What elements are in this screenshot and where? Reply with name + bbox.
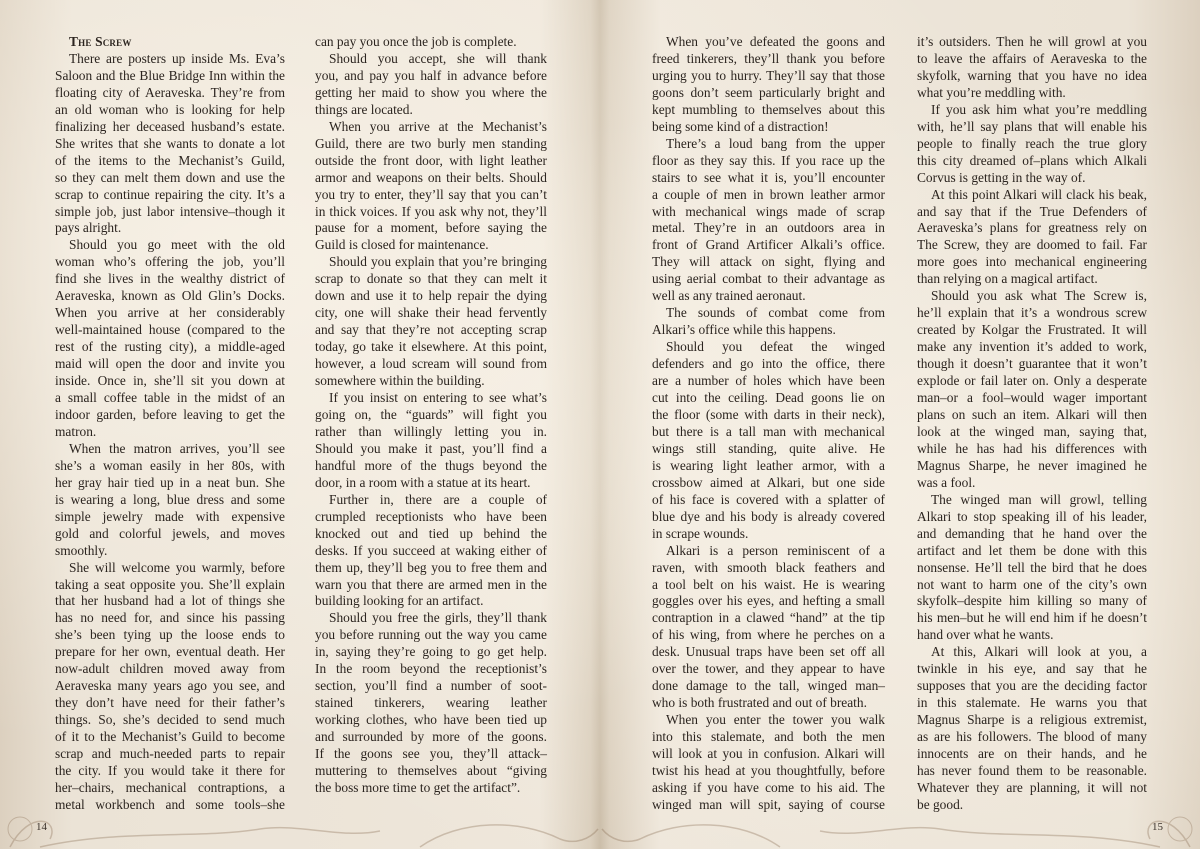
text-line: in scrape wounds. [652,525,749,541]
text-line: inside. Once in, she’ll sit you down at [55,373,285,389]
text-line: There are posters up inside Ms. Eva’s [69,50,285,66]
text-line: When you enter the tower you walk [666,712,885,728]
paragraph [652,339,885,542]
text-line: scrap to continue repairing the city. It’s a [55,186,285,202]
paragraph [917,288,1147,491]
paragraph [55,51,285,237]
text-line: scrap and much-needed parts to repair [55,746,285,762]
text-line: things. So, she’s decided to send much [55,712,285,728]
text-line: working clothes, who have been tied up [315,712,547,728]
text-line: make any invention it’s added to work, [917,339,1147,355]
paragraph [917,102,1147,187]
text-line: taking a seat opposite you. She’ll explain [55,576,285,592]
text-line: so they can melt them down and use the [55,169,285,185]
text-line: today, go take it elsewhere. At this point, [315,339,547,355]
text-line: in, saying they’re going to go get help. [315,644,547,660]
text-line: simple jewelry made with expensive [55,508,285,524]
text-line: finalizing her deceased husband’s estate. [55,118,285,134]
text-line: in this stalemate. He warns you that [917,695,1147,711]
paragraph [652,136,885,306]
text-line: she’s a woman easily in her 80s, with [55,457,285,473]
text-line: skyfolk–despite him killing so many of [917,593,1147,609]
text-line: twinkle in his eye, and say that he [917,661,1147,677]
text-line: well-maintained house (compared to the [55,322,285,338]
text-line: front of Grand Artificer Alkali’s office. [652,237,885,253]
text-line: but there is a tall man with mechanical [652,423,885,439]
text-line: Corvus is getting in the way of. [917,169,1086,185]
text-line: her–chairs, mechanical contraptions, a [55,779,285,795]
text-line: his men–but he will end him if he doesn’t [917,610,1147,626]
text-line: than relying on a magical artifact. [917,271,1098,287]
text-line: Should you ask what The Screw is, [931,288,1147,304]
text-line: innocents are on their hands, and he [917,746,1147,762]
text-line: more goes into mechanical engineering [917,254,1147,270]
text-line: and say that they’re not accepting scrap [315,322,547,338]
text-line: gold and colorful jewels, and moves [55,525,285,541]
text-line: They will attack on sight, flying and [652,254,885,270]
section-title: The Screw [69,34,132,49]
text-line: rest of the rusting city), a middle-aged [55,339,285,355]
text-line: the city. If you would take it there for [55,762,285,778]
text-line: rather than willingly letting you in. [315,423,547,439]
text-line: a small coffee table in the midst of an [55,390,285,406]
text-line: section, you’ll find a number of soot- [315,678,547,694]
text-line: of the items to the Mechanist’s Guild, [55,152,285,168]
text-line: over the tower, and they appear to have [652,661,885,677]
text-line: Magnus Sharpe, he never imagined he [917,457,1147,473]
text-line: who is both frustrated and out of breath. [652,695,867,711]
text-line: crossbow aimed at Alkari, but one side [652,474,885,490]
text-line: pause for a moment, before saying the [315,220,547,236]
text-line: in thick voices. If you ask why not, they’ll [315,203,547,219]
text-line: look at the winged man, saying that, [917,423,1147,439]
text-line: the boss more time to get the artifact”. [315,779,521,795]
text-line: will look at you in confusion. Alkari will [652,746,885,762]
text-line: plans on such an item. Alkari will then [917,406,1147,422]
text-line: metal. They’re in an outdoors area in [652,220,885,236]
text-line: things are located. [315,101,413,117]
text-line: Should you make it past, you’ll find a [315,440,547,456]
text-line: Alkari to stop speaking ill of his leader, [917,508,1147,524]
text-line: it’s outsiders. Then he will growl at you [917,34,1147,49]
text-line: with, he’ll say plans that will enable his [917,118,1147,134]
text-line: her gray hair tied up in a neat bun. She [55,474,285,490]
text-line: She will welcome you warmly, before [69,559,285,575]
text-line: simple job, just labor intensive–though it [55,203,285,219]
text-line: you try to enter, they’ll say that you can’t [315,186,547,202]
text-line: handful more of the thugs beyond the [315,457,547,473]
text-line: and demanding that he hand over the [917,525,1147,541]
text-line: Guild is closed for maintenance. [315,237,489,253]
text-line: was a fool. [917,474,976,490]
page-14-column-1 [55,34,285,814]
text-line: twist his head at you thoughtfully, before [652,762,885,778]
text-line: cut into the ceiling. Dead goons lie on [652,390,885,406]
text-line: stained tinkerers, wearing leather [315,695,547,711]
text-line: floating city of Aeraveska. They’re from [55,84,285,100]
text-line: Guild, there are two burly men standing [315,135,547,151]
text-line: not want to harm one of the city’s own [917,576,1147,592]
text-line: Should you accept, she will thank [329,50,547,66]
text-line: somewhere within the building. [315,373,485,389]
text-line: She writes that she wants to donate a lot [55,135,285,151]
text-line: In the room beyond the receptionist’s [315,661,547,677]
text-line: Whatever they are planning, it will not [917,779,1147,795]
text-line: what you’re meddling with. [917,84,1066,100]
text-line: you, and pay you half in advance before [315,67,547,83]
text-line: metal workbench and some tools–she [55,796,285,812]
text-line: done damage to the tall, winged man– [652,678,885,694]
text-line: floor as they say this. If you race up the [652,152,885,168]
text-line: prepare for her own, eventual death. Her [55,644,285,660]
text-line: Aeraveska, known as Old Glin’s Docks. [55,288,285,304]
text-line: When you arrive at her considerably [55,305,285,321]
text-line: with mechanical wings made of scrap [652,203,885,219]
text-line: nonsense. He’ll tell the bird that he does [917,559,1147,575]
text-line: a couple of men in brown leather armor [652,186,885,202]
text-line: The Screw, they are doomed to fail. Far [917,237,1147,253]
text-line: the floor (some with darts in their neck), [652,406,885,422]
text-line: he’ll explain that it’s a wondrous screw [917,305,1147,321]
text-line: as are his followers. The blood of many [917,729,1147,745]
text-line: Aeraveska many years ago you see, and [55,678,285,694]
text-line: desk. Unusual traps have been set off all [652,644,885,660]
text-line: There’s a loud bang from the upper [666,135,885,151]
text-line: warn you that there are armed men in the [315,576,547,592]
text-line: people to finally reach the true glory [917,135,1147,151]
text-line: that her husband had a lot of things she [55,593,285,609]
text-line: winged man will spit, saying of course [652,796,885,812]
text-line: of his wing, from where he perches on a [652,627,885,643]
paragraph [315,610,547,796]
text-line: them up, they’ll beg you to free them and [315,559,547,575]
text-line: being some kind of a distraction! [652,118,829,134]
text-line: now-adult children moved away from [55,661,285,677]
text-line: is wearing light leather armor, with a [652,457,885,473]
text-line: raven, with smooth black feathers and [652,559,885,575]
text-line: they don’t have need for their father’s [55,695,285,711]
text-line: created by Kolgar the Frustrated. It will [917,322,1147,338]
text-line: Should you free the girls, they’ll thank [329,610,547,626]
text-line: using aerial combat to their advantage as [652,271,885,287]
text-line: Saloon and the Blue Bridge Inn within the [55,67,285,83]
text-line: building looking for an artifact. [315,593,484,609]
text-line: desks. If you succeed at waking either of [315,542,547,558]
paragraph [315,34,547,51]
page-15-column-1 [652,34,885,814]
paragraph [652,305,885,339]
text-line: supposes that you are the deciding factor [917,678,1147,694]
text-line: pays alright. [55,220,122,236]
text-line: be good. [917,796,964,812]
page-number-right: 15 [1152,821,1163,833]
paragraph [315,492,547,611]
text-line: The winged man will growl, telling [931,491,1147,507]
text-line: wings still standing, quite alive. He [652,440,885,456]
text-line: well as any trained aeronaut. [652,288,806,304]
text-line: explode or fail later on. Only a desperate [917,373,1147,389]
text-line: into this stalemate, and both the men [652,729,885,745]
text-line: goggles over his eyes, and hefting a small [652,593,885,609]
text-line: asking if you have come to his aid. The [652,779,885,795]
text-line: are a number of holes which have been [652,373,885,389]
text-line: a tool belt on his waist. He is wearing [652,576,885,592]
text-line: At this point Alkari will clack his beak, [931,186,1147,202]
text-line: blue dye and his body is already covered [652,508,885,524]
text-line: freed tinkerers, they’ll thank you before [652,50,885,66]
text-line: goons don’t seem particularly bright and [652,84,885,100]
text-line: can pay you once the job is complete. [315,34,517,49]
text-line: and surrounded by more of the goons. [315,729,547,745]
text-line: artifact and let them be done with this [917,542,1147,558]
text-line: outside the front door, with light leather [315,152,547,168]
text-line: and say that if the True Defenders of [917,203,1147,219]
text-line: she’s been tying up the loose ends to [55,627,285,643]
text-line: armor and weapons on their belts. Should [315,169,547,185]
text-line: though it doesn’t guarantee that it won’t [917,356,1147,372]
text-line: At this, Alkari will look at you, a [931,644,1147,660]
text-line: The sounds of combat come from [666,305,885,321]
text-line: this city dreamed of–plans which Alkali [917,152,1147,168]
text-line: door, in a room with a statue at its heart. [315,474,531,490]
text-line: down and use it to help repair the dying [315,288,547,304]
text-line: urging you to hurry. They’ll say that those [652,67,885,83]
paragraph [917,492,1147,645]
text-line: smoothly. [55,542,108,558]
text-line: getting her maid to show you where the [315,84,547,100]
text-line: you before running out the way you came [315,627,547,643]
paragraph [652,34,885,136]
page-number-left: 14 [36,821,47,833]
text-line: If you ask him what you’re meddling [931,101,1147,117]
text-line: Alkari’s office while this happens. [652,322,836,338]
paragraph [917,34,1147,102]
text-line: kept mumbling to themselves about this [652,101,885,117]
paragraph [55,237,285,440]
text-line: When the matron arrives, you’ll see [69,440,285,456]
page-15-column-2 [917,34,1147,814]
text-line: Further in, there are a couple of [329,491,547,507]
text-line: has no need for, and since his passing [55,610,285,626]
text-line: crumpled receptionists who have been [315,508,547,524]
text-line: find she lives in the wealthy district of [55,271,285,287]
text-line: Should you explain that you’re bringing [329,254,547,270]
text-line: Alkari is a person reminiscent of a [666,542,885,558]
text-line: muttering to themselves about “giving [315,762,547,778]
text-line: woman who’s offering the job, you’ll [55,254,285,270]
paragraph [315,254,547,390]
paragraph [55,441,285,560]
page-14-column-2 [315,34,547,797]
text-line: matron. [55,423,97,439]
text-line: city, one will shake their head fervently [315,305,547,321]
text-line: is wearing a long, blue dress and some [55,491,285,507]
text-line: Aeraveska’s plans for greatness rely on [917,220,1147,236]
text-line: to leave the affairs of Aeraveska to the [917,50,1147,66]
text-line: knocked out and tied up behind the [315,525,547,541]
text-line: of his face is covered with a splatter of [652,491,885,507]
text-line: defenders and go into the office, there [652,356,885,372]
text-line: man–or a fool–would wager important [917,390,1147,406]
text-line: of it to the Mechanist’s Guild to become [55,729,285,745]
left-page-ornament-icon [0,779,600,849]
text-line: going on, the “guards” will fight you [315,406,547,422]
text-line: Magnus Sharpe is a religious extremist, [917,712,1147,728]
paragraph [917,187,1147,289]
text-line: while he has had his differences with [917,440,1147,456]
text-line: If the goons see you, they’ll attack– [315,746,547,762]
text-line: indoor garden, before leaving to get the [55,406,285,422]
text-line: hand over what he wants. [917,627,1054,643]
text-line: Should you go meet with the old [69,237,285,253]
text-line: however, a loud scream will sound from [315,356,547,372]
paragraph [315,119,547,255]
text-line: an old woman who is looking for help [55,101,285,117]
text-line: Should you defeat the winged [666,339,885,355]
text-line: contraption in a clawed “hand” at the tip [652,610,885,626]
paragraph [55,560,285,814]
right-page-ornament-icon [600,779,1200,849]
text-line: has never found them to be reasonable. [917,762,1147,778]
text-line: maid will open the door and invite you [55,356,285,372]
paragraph [315,390,547,492]
text-line: scrap to donate so that they can melt it [315,271,547,287]
text-line: skyfolk, warning that you have no idea [917,67,1147,83]
text-line: When you’ve defeated the goons and [666,34,885,49]
text-line: When you arrive at the Mechanist’s [329,118,547,134]
text-line: If you insist on entering to see what’s [329,390,547,406]
paragraph [315,51,547,119]
text-line: stairs to see what it is, you’ll encounter [652,169,885,185]
paragraph [652,543,885,713]
